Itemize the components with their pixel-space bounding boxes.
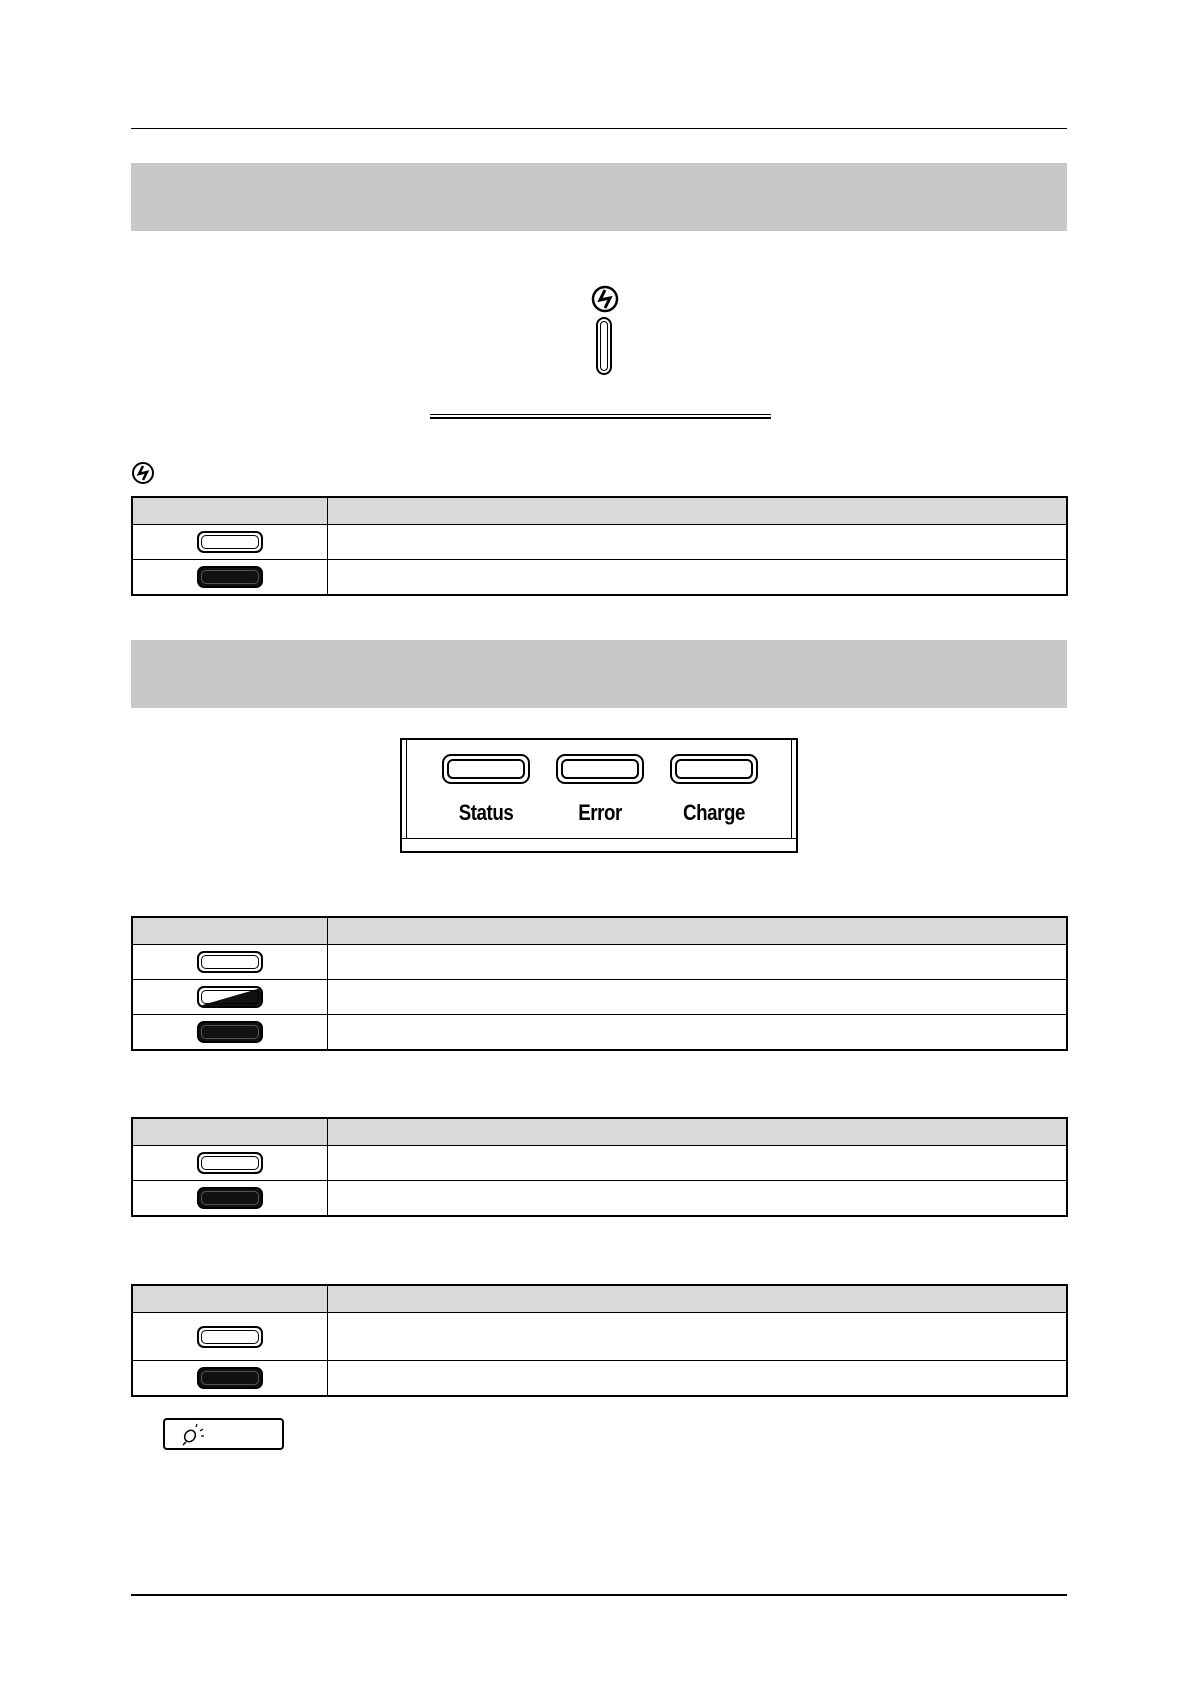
power-icon <box>590 284 620 314</box>
row-description <box>328 945 1068 980</box>
table-row <box>132 560 1067 595</box>
led-on-icon <box>197 566 263 588</box>
indicator-section-heading-band <box>131 640 1067 708</box>
led-blinking-icon <box>197 986 263 1008</box>
charge-led-table <box>131 1284 1068 1397</box>
column-header-indicator <box>132 917 328 945</box>
led-off-icon <box>197 1326 263 1348</box>
charge-label: Charge <box>683 800 745 825</box>
row-description <box>328 1015 1068 1050</box>
row-description <box>328 1361 1068 1396</box>
header-rule <box>131 128 1067 129</box>
lightbulb-tip-icon <box>179 1423 209 1447</box>
table-row <box>132 1146 1067 1181</box>
row-description <box>328 1146 1068 1181</box>
table-header-row <box>132 1118 1067 1146</box>
table-row <box>132 1361 1067 1396</box>
row-description <box>328 560 1068 595</box>
row-description <box>328 525 1068 560</box>
column-header-description <box>328 917 1068 945</box>
led-off-icon <box>197 1152 263 1174</box>
table-header-row <box>132 1285 1067 1313</box>
indicator-panel <box>400 738 798 853</box>
status-led-lamp <box>442 754 530 784</box>
column-header-indicator <box>132 497 328 525</box>
table-row <box>132 945 1067 980</box>
column-header-description <box>328 1118 1068 1146</box>
led-on-icon <box>197 1021 263 1043</box>
column-header-indicator <box>132 1118 328 1146</box>
error-led-lamp <box>556 754 644 784</box>
row-description <box>328 980 1068 1015</box>
power-icon-small <box>131 461 155 485</box>
power-led-table <box>131 496 1068 596</box>
error-label: Error <box>578 800 622 825</box>
footer-rule <box>131 1594 1067 1596</box>
row-description <box>328 1313 1068 1361</box>
power-section-heading-band <box>131 163 1067 231</box>
error-led-table <box>131 1117 1068 1217</box>
table-row <box>132 1181 1067 1216</box>
led-on-icon <box>197 1367 263 1389</box>
led-on-icon <box>197 1187 263 1209</box>
column-header-description <box>328 497 1068 525</box>
status-led-table <box>131 916 1068 1051</box>
status-label: Status <box>458 800 514 825</box>
row-description <box>328 1181 1068 1216</box>
table-row <box>132 525 1067 560</box>
table-row <box>132 1313 1067 1361</box>
table-row <box>132 980 1067 1015</box>
column-header-description <box>328 1285 1068 1313</box>
figure-caption-rule <box>430 414 771 419</box>
table-header-row <box>132 917 1067 945</box>
table-header-row <box>132 497 1067 525</box>
column-header-indicator <box>132 1285 328 1313</box>
power-led-indicator <box>596 317 612 375</box>
charge-led-lamp <box>670 754 758 784</box>
led-off-icon <box>197 951 263 973</box>
tip-callout <box>163 1418 284 1450</box>
led-off-icon <box>197 531 263 553</box>
table-row <box>132 1015 1067 1050</box>
